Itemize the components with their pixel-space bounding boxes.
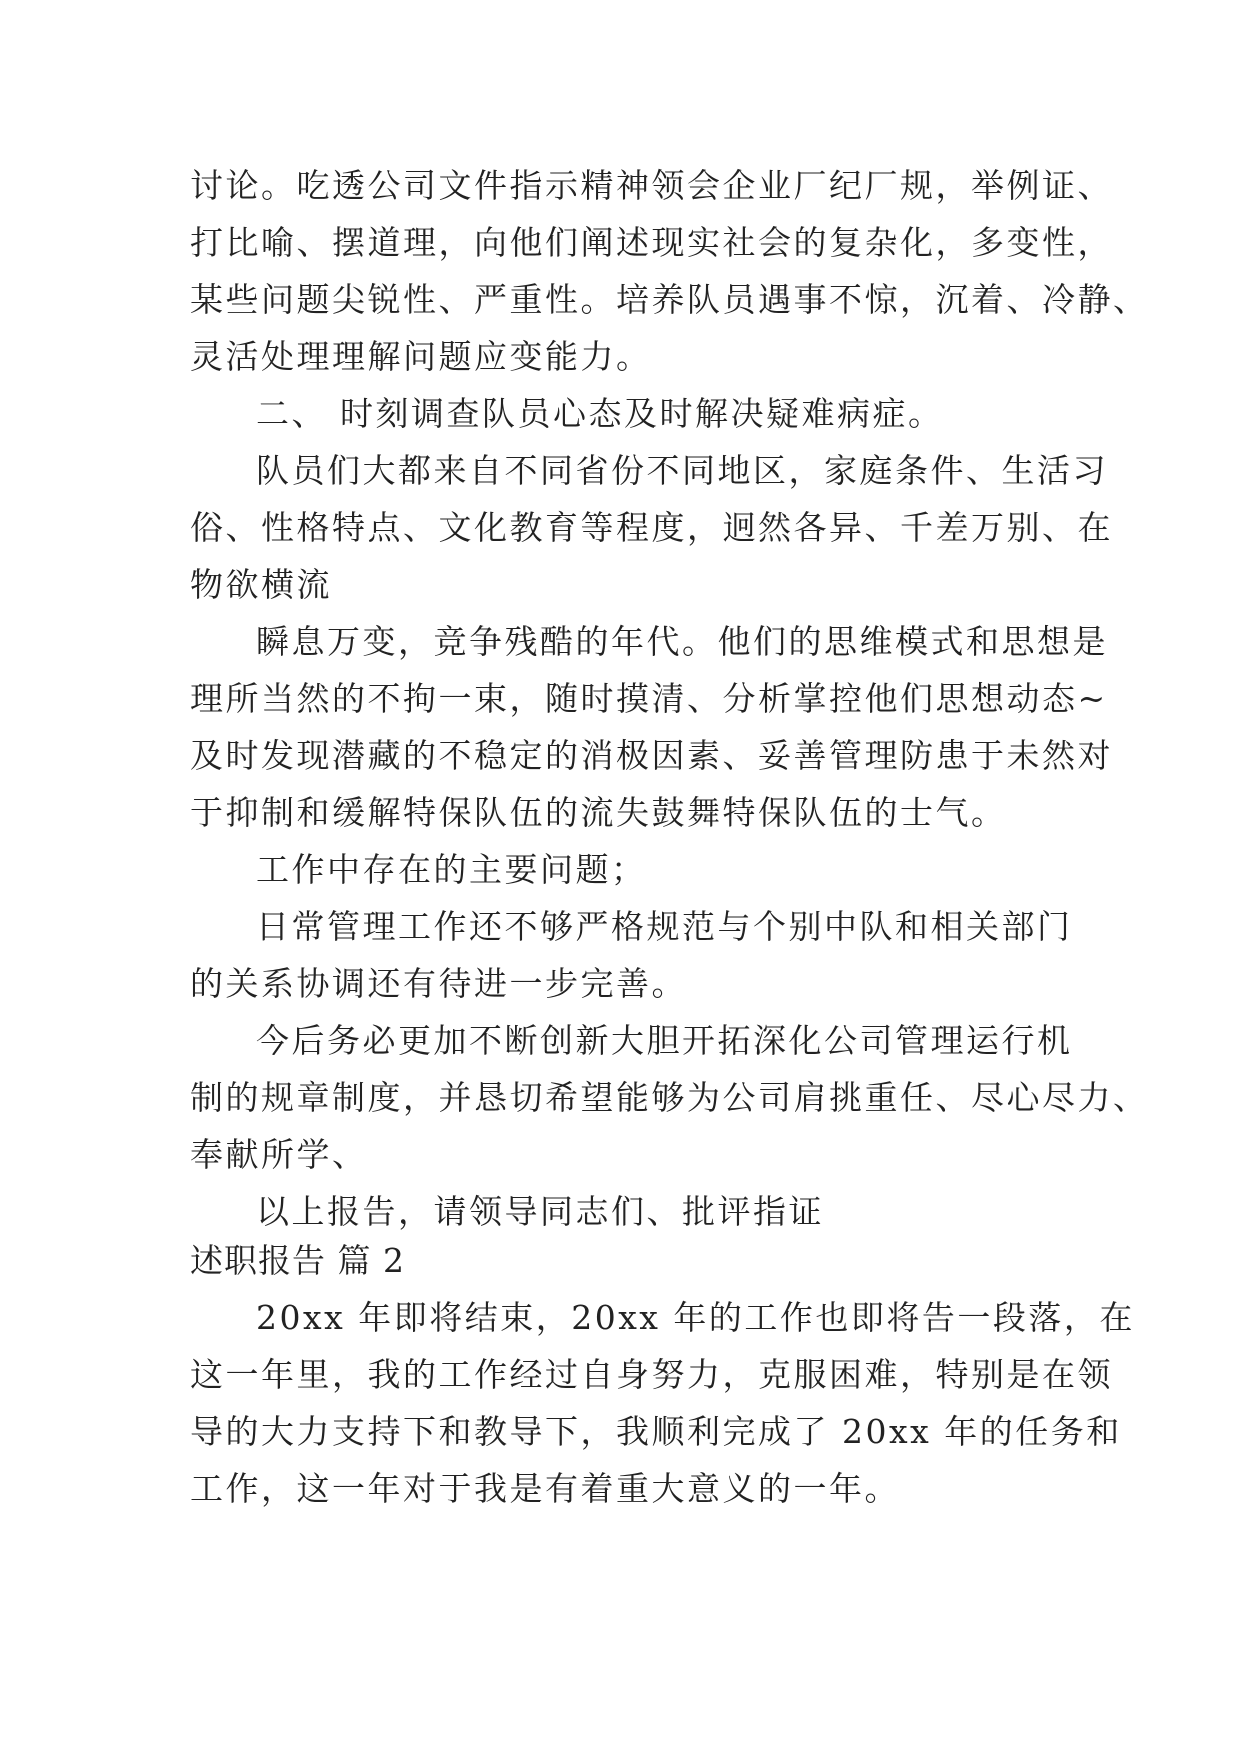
paragraph-line: 导的大力支持下和教导下，我顺利完成了 20xx 年的任务和: [190, 1412, 1122, 1451]
paragraph-line: 于抑制和缓解特保队伍的流失鼓舞特保队伍的士气。: [190, 793, 1007, 832]
paragraph-line: 瞬息万变，竞争残酷的年代。他们的思维模式和思想是: [256, 622, 1108, 661]
paragraph-line: 工作中存在的主要问题；: [256, 850, 647, 889]
paragraph-line: 制的规章制度，并恳切希望能够为公司肩挑重任、尽心尽力、: [190, 1078, 1149, 1117]
paragraph-line: 讨论。吃透公司文件指示精神领会企业厂纪厂规，举例证、: [190, 166, 1113, 205]
paragraph-line: 日常管理工作还不够严格规范与个别中队和相关部门: [256, 907, 1073, 946]
paragraph-line: 队员们大都来自不同省份不同地区，家庭条件、生活习: [256, 451, 1108, 490]
paragraph-line: 打比喻、摆道理，向他们阐述现实社会的复杂化，多变性，: [190, 223, 1113, 262]
paragraph-line: 理所当然的不拘一束，随时摸清、分析掌控他们思想动态~: [190, 679, 1108, 718]
section-title: 述职报告 篇 2: [190, 1241, 405, 1280]
paragraph-line: 以上报告，请领导同志们、批评指证: [256, 1192, 824, 1231]
paragraph-line: 及时发现潜藏的不稳定的消极因素、妥善管理防患于未然对: [190, 736, 1113, 775]
paragraph-line: 俗、性格特点、文化教育等程度，迥然各异、千差万别、在: [190, 508, 1113, 547]
paragraph-line: 这一年里，我的工作经过自身努力，克服困难，特别是在领: [190, 1355, 1113, 1394]
paragraph-line: 灵活处理理解问题应变能力。: [190, 337, 652, 376]
paragraph-line: 20xx 年即将结束，20xx 年的工作也即将告一段落，在: [256, 1298, 1135, 1337]
paragraph-line: 奉献所学、: [190, 1135, 368, 1174]
paragraph-line: 工作，这一年对于我是有着重大意义的一年。: [190, 1469, 900, 1508]
paragraph-line: 今后务必更加不断创新大胆开拓深化公司管理运行机: [256, 1021, 1073, 1060]
paragraph-line: 某些问题尖锐性、严重性。培养队员遇事不惊，沉着、冷静、: [190, 280, 1149, 319]
section-heading: 二、 时刻调查队员心态及时解决疑难病症。: [256, 394, 944, 433]
paragraph-line: 物欲横流: [190, 565, 332, 604]
paragraph-line: 的关系协调还有待进一步完善。: [190, 964, 687, 1003]
